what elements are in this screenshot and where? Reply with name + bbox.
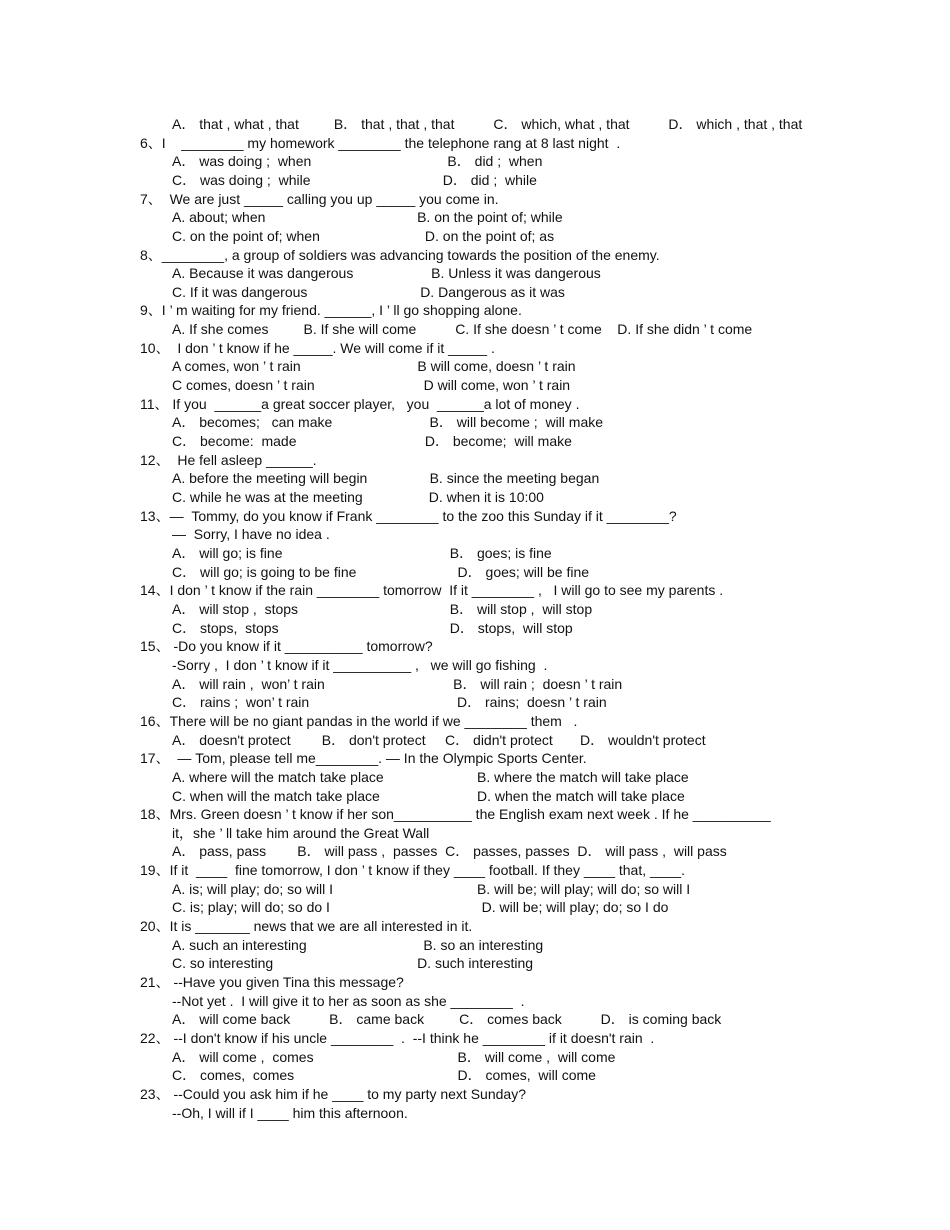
q22-question: 22、 --I don't know if his uncle ________ . --I think he ________ if it doesn't rain . xyxy=(140,1030,655,1046)
q19-options-ab: A. is; will play; do; so will I B. will be; will play; will do; so will I xyxy=(172,881,691,897)
q8-question: 8、________, a group of soldiers was advancing towards the position of the enemy. xyxy=(140,247,660,263)
q10-question: 10、 I don ’ t know if he _____. We will come if it _____ . xyxy=(140,340,495,356)
q12-options-ab: A. before the meeting will begin B. since the meeting began xyxy=(172,470,600,486)
q11-options-ab: A． becomes; can make B． will become ; will make xyxy=(172,414,604,430)
q12-options-cd: C. while he was at the meeting D. when it is 10:00 xyxy=(172,489,544,505)
q19-options-cd: C. is; play; will do; so do I D. will be; will play; do; so I do xyxy=(172,899,669,915)
q22-options-cd: C． comes, comes D． comes, will come xyxy=(172,1067,596,1083)
q8-options-ab: A. Because it was dangerous B. Unless it was dangerous xyxy=(172,265,601,281)
q21-options: A． will come back B． came back C． comes back D． is coming back xyxy=(172,1011,722,1027)
q20-options-ab: A. such an interesting B. so an interesting xyxy=(172,937,544,953)
q17-question: 17、 — Tom, please tell me________. — In the Olympic Sports Center. xyxy=(140,750,587,766)
q21-reply: --Not yet . I will give it to her as soon as she ________ . xyxy=(172,993,525,1009)
q10-options-ab: A comes, won ’ t rain B will come, doesn ’ t rain xyxy=(172,358,576,374)
q10-options-cd: C comes, doesn ’ t rain D will come, won ’ t rain xyxy=(172,377,571,393)
q18-question-cont: it，she ’ ll take him around the Great Wall xyxy=(172,825,430,841)
q5-options: A． that , what , that B． that , that , that C． which, what , that D． which , that , that xyxy=(172,116,803,132)
q19-question: 19、If it ____ fine tomorrow, I don ’ t know if they ____ football. If they ____ that, ____. xyxy=(140,862,686,878)
q16-question: 16、There will be no giant pandas in the world if we ________ them . xyxy=(140,713,578,729)
q6-question: 6、I ________ my homework ________ the telephone rang at 8 last night . xyxy=(140,135,621,151)
q23-question: 23、 --Could you ask him if he ____ to my party next Sunday? xyxy=(140,1086,526,1102)
q20-question: 20、It is _______ news that we are all interested in it. xyxy=(140,918,473,934)
q15-reply: -Sorry , I don ’ t know if it __________ , we will go fishing . xyxy=(172,657,548,673)
q8-options-cd: C. If it was dangerous D. Dangerous as it was xyxy=(172,284,565,300)
q11-question: 11、 If you ______a great soccer player, you ______a lot of money . xyxy=(140,396,580,412)
q7-options-ab: A. about; when B. on the point of; while xyxy=(172,209,563,225)
q15-question: 15、 -Do you know if it __________ tomorrow? xyxy=(140,638,433,654)
q9-question: 9、I ’ m waiting for my friend. ______, I ’ ll go shopping alone. xyxy=(140,302,522,318)
q14-question: 14、I don ’ t know if the rain ________ tomorrow If it ________ , I will go to see my parents . xyxy=(140,582,724,598)
q9-options: A. If she comes B. If she will come C. If she doesn ’ t come D. If she didn ’ t come xyxy=(172,321,753,337)
q18-question: 18、Mrs. Green doesn ’ t know if her son__________ the English exam next week . If he __________ xyxy=(140,806,771,822)
q21-question: 21、 --Have you given Tina this message? xyxy=(140,974,404,990)
q18-options: A． pass, pass B． will pass , passes C． passes, passes D． will pass , will pass xyxy=(172,843,727,859)
q6-options-ab: A． was doing ; when B． did ; when xyxy=(172,153,543,169)
q15-options-cd: C． rains ; won’ t rain D． rains; doesn ’ t rain xyxy=(172,694,607,710)
q13-question: 13、— Tommy, do you know if Frank ________ to the zoo this Sunday if it ________? xyxy=(140,508,677,524)
q22-options-ab: A． will come , comes B． will come , will come xyxy=(172,1049,616,1065)
q17-options-ab: A. where will the match take place B. where the match will take place xyxy=(172,769,689,785)
q13-options-ab: A． will go; is fine B． goes; is fine xyxy=(172,545,552,561)
q20-options-cd: C. so interesting D. such interesting xyxy=(172,955,534,971)
q17-options-cd: C. when will the match take place D. when the match will take place xyxy=(172,788,685,804)
q14-options-ab: A． will stop , stops B． will stop , will stop xyxy=(172,601,593,617)
q7-question: 7、 We are just _____ calling you up _____ you come in. xyxy=(140,191,499,207)
q15-options-ab: A． will rain , won’ t rain B． will rain ; doesn ’ t rain xyxy=(172,676,623,692)
q13-reply: — Sorry, I have no idea . xyxy=(172,526,330,542)
q11-options-cd: C． become: made D． become; will make xyxy=(172,433,572,449)
q12-question: 12、 He fell asleep ______. xyxy=(140,452,317,468)
q23-reply: --Oh, I will if I ____ him this afternoon. xyxy=(172,1105,408,1121)
q7-options-cd: C. on the point of; when D. on the point of; as xyxy=(172,228,555,244)
q13-options-cd: C． will go; is going to be fine D． goes; will be fine xyxy=(172,564,590,580)
q14-options-cd: C． stops, stops D． stops, will stop xyxy=(172,620,573,636)
q16-options: A． doesn't protect B． don't protect C． didn't protect D． wouldn't protect xyxy=(172,732,706,748)
q6-options-cd: C． was doing ; while D． did ; while xyxy=(172,172,537,188)
